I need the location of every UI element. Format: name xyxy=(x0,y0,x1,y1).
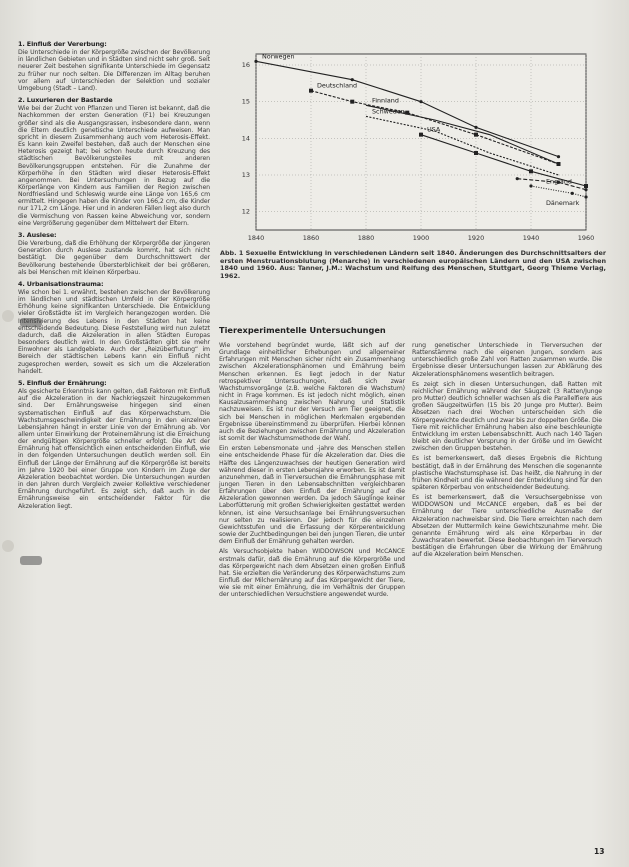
figure-caption: Abb. 1 Sexuelle Entwicklung in verschiedenen Ländern seit 1840. Änderungen des Durchschnittsalters der ersten Menstruationsblutung (Menarche) in verschiedenen europäischen Ländern und den USA zwischen 1840 und 1960. Aus: Tanner, J.M.: Wachstum und Reifung des Menschen, Stuttgart, Georg Thieme Verlag, 1962. xyxy=(220,249,606,280)
data-point xyxy=(516,177,519,180)
x-tick-label: 1840 xyxy=(247,234,265,242)
data-point xyxy=(474,151,478,155)
paragraph-mid-2: Ein ersten Lebensmonate und -jahre des Menschen stellen eine entscheidende Phase für die Akzeleration dar. Dies die Hälfte des Längenzuwachses der heutigen Generation wird während dieser in ersten Lebensjahre erworben. Es ist damit anzunehmen, daß in Tierversuchen die Ernährungsphase mit jungen Tieren in den Lebensabschnitten vergleichbaren Erfahrungen über den Einfluß der Ernährung auf die Akzeleration gewonnen werden. Da jedoch Säuglinge keiner Laborfütterung mit großen Schwierigkeiten gestattet werden können, ist eine Versuchsanlage bei Ernährungsversuchen nur selten zu realisieren. Der jedoch für die einzelnen Gewichtsstufen und die Erfassung der Körperentwicklung sowie der Zuchtbedingungen bei den jungen Tieren, die unter dem Einfluß der Ernährung gehalten werden. xyxy=(219,445,405,546)
menarche-chart xyxy=(224,46,599,246)
data-point xyxy=(419,100,422,103)
paragraph-auslese: Die Vererbung, daß die Erhöhung der Körpergröße der jüngeren Generation durch Auslese zustande kommt, hat sich nicht bestätigt. Die gegenüber dem Durchschnittswert der Bevölkerung bestehende Übersterblichkeit der bei größeren, als bei Menschen mit kleinen Körperbau. xyxy=(18,240,210,276)
middle-text-column xyxy=(219,342,405,601)
data-point xyxy=(584,184,588,188)
series-label: Deutschland xyxy=(317,81,358,90)
x-tick-label: 1960 xyxy=(577,234,595,242)
punch-hole xyxy=(2,540,14,552)
data-point xyxy=(350,100,354,104)
x-tick-label: 1860 xyxy=(302,234,320,242)
paragraph-mid-3: Als Versuchsobjekte haben WIDDOWSON und McCANCE erstmals dafür, daß die Ernährung auf die Körpergröße und das Körpergewicht nach dem Absetzen einen großen Einfluß hat. Sie erzielten die Veränderung des Körperwachstums zum Einfluß der Milchernährung auf das Körpergewicht der Tiere, wie sie mit einer Ernährung, die im Verhältnis der Gruppen der unterschiedlichen Versuchstiere angewendet wurde. xyxy=(219,548,405,599)
paragraph-right-3: Es ist bemerkenswert, daß dieses Ergebnis die Richtung bestätigt, daß in der Ernährung des Menschen die sogenannte plastische Wachstumsphase ist. Das heißt, die Nahrung in der frühen Kindheit und die während der Entwicklung sind für den späteren Körperbau von entscheidender Bedeutung. xyxy=(412,455,602,491)
data-point xyxy=(557,155,560,158)
paragraph-vererbung: Die Unterschiede in der Körpergröße zwischen der Bevölkerung in ländlichen Gebieten und in Städten sind nicht sehr groß. Seit neuerer Zeit bestehen signifikante Unterschiede im Gegensatz zu früher nur noch selten. Die Differenzen im Alltag beruhen vor allem auf Unterschieden der Selektion und sozialer Umgebung (Stadt – Land). xyxy=(18,49,210,92)
series-label: England xyxy=(546,177,572,186)
heading-bastarde: 2. Luxurieren der Bastarde xyxy=(18,96,113,105)
heading-vererbung: 1. Einfluß der Vererbung: xyxy=(18,40,107,48)
punch-hole xyxy=(2,310,14,322)
right-text-column xyxy=(412,342,602,562)
y-tick-label: 12 xyxy=(241,207,250,216)
paragraph-bastarde: Wie bei der Zucht von Pflanzen und Tieren ist bekannt, daß die Nachkommen der ersten Generation (F1) bei Kreuzungen größer sind als die Ausgangsrassen, insbesondere dann, wenn die Eltern deutlich genetische Unterschiede aufweisen. Man spricht in diesem Zusammenhang auch vom Heterosis-Effekt. Es kann kein Zweifel bestehen, daß auch der Menschen eine Heterosis gezeigt hat; bei schon heute durch Kreuzung des städtischen Bevölkerungsteiles mit anderen Bevölkerungsgruppen entstehen. Für die Zunahme der Körperhöhe in den Städten wird dieser Heterosis-Effekt angenommen. Bei Untersuchungen in Bezug auf die Körperlänge von Kindern aus Familien der Region zwischen Nordfriesland und Schleswig wurde eine Länge von 165,6 cm ermittelt. Hingegen haben die Kinder von 166,2 cm, die Kinder nur 171,2 cm Länge. Hier und in anderen Fällen liegt also durch die Vermischung von Rassen keine Abweichung vor, sondern eine Vergrößerung gegenüber dem Mittelwert der Eltern. xyxy=(18,105,210,227)
series-label: USA xyxy=(427,125,441,134)
x-tick-label: 1900 xyxy=(412,234,430,242)
data-point xyxy=(419,133,423,137)
data-point xyxy=(309,89,313,93)
left-text-column xyxy=(18,36,210,513)
series-label: Dänemark xyxy=(546,199,580,207)
y-tick-label: 15 xyxy=(241,97,250,106)
paragraph-mid-1: Wie vorstehend begründet wurde, läßt sich auf der Grundlage einheitlicher Erhebungen und allgemeiner Erfahrungen mit Menschen sicher nicht ein Zusammenhang zwischen Akzelerationsphänomen und Ernährung beim Menschen erkennen. Es liegt jedoch in der Natur retrospektiver Untersuchungen, daß sich zwar Wachstumsvorgänge (z.B. welche Faktoren die Wachstum) nicht in Frage kommen. Es ist jedoch nicht möglich, einen Kausalzusammenhang zwischen Nahrung und Statistik nachzuweisen. Es ist nur der Versuch am Tier geeignet, die sich bei Menschen in möglichen Merkmalen ergebenden Ergebnisse übereinstimmend zu überprüfen. Hierbei können auch die Beziehungen zwischen Ernährung und Akzeleration ist somit der Wachstumsmethode der Wahl. xyxy=(219,342,405,443)
series-label: Finnland xyxy=(372,96,399,105)
paragraph-urbanisation: Wie schon bei 1. erwähnt, bestehen zwischen der Bevölkerung im ländlichen und städtischen Umfeld in der Körpergröße Erhöhung keine signifikanten Unterschiede. Die Entwicklung vieler Großstädte ist im Vergleich herangezogen worden. Die Intensivierung des Lebens in den Städten hat keine entscheidende Bedeutung. Diese Feststellung wird nun zuletzt dadurch, daß die Akzeleration in allen Städten Europas besonders deutlich wird. In den Großstädten gibt sie mehr Einwohner als Landgebiete. Auch der „Reizüberflutung“ im Bereich der städtischen Lebens kann ein Einfluß nicht zugesprochen werden, soweit es sich um die Akzeleration handelt. xyxy=(18,289,210,375)
y-tick-label: 16 xyxy=(241,61,250,69)
heading-auslese: 3. Auslese: xyxy=(18,230,57,239)
heading-urbanisation: 4. Urbanisationstrauma: xyxy=(18,279,104,288)
x-tick-label: 1880 xyxy=(357,234,375,242)
data-point xyxy=(571,192,574,195)
ink-mark xyxy=(20,556,42,565)
chart-svg xyxy=(224,46,599,246)
y-tick-label: 14 xyxy=(241,134,250,143)
y-tick-label: 13 xyxy=(241,171,250,179)
section-title: Tierexperimentelle Untersuchungen xyxy=(219,325,386,335)
paragraph-right-1: rung genetischer Unterschiede in Tierversuchen der Rattenstämme nach die eigenen Jungen, sondern aus unterschiedlich große Zahl von Ratten zusammen wurde. Die Ergebnisse dieser Untersuchungen lassen zur Abklärung des Akzelerationsphänomens wesentlich beitragen. xyxy=(412,342,602,378)
data-point xyxy=(529,184,532,187)
x-tick-label: 1920 xyxy=(467,234,485,242)
paragraph-ernaehrung: Als gesicherte Erkenntnis kann gelten, daß Faktoren mit Einfluß auf die Akzeleration in der Nachkriegszeit hinzugekommen sind. Der Ernährungsweise hingegen sind einen systematischen Einfluß auf das Körperwachstum. Die Wachstumsgeschwindigkeit der Ernährung in den einzelnen Lebensjahren hängt in erster Linie von der Ernährung ab. Vor allem unter Einwirkung der Proteinernährung ist die Erreichung der endgültigen Körpergröße schneller erfolgt. Die Art der Ernährung hat offensichtlich einen entscheidenden Einfluß, wie in den folgenden Untersuchungen deutlich werden soll. Ein Einfluß der Länge der Ernährung auf die Körpergröße ist bereits im Jahre 1920 bei einer Gruppe von Kindern im Zuge der Akzeleration beobachtet worden. Die Untersuchungen wurden in den Jahren durch Vergleich zweier Kollektive verschiedener Ernährung durchgeführt. Es zeigt sich, daß auch in der Ernährungsweise ein entscheidender Faktor für die Akzeleration liegt. xyxy=(18,388,210,510)
heading-ernaehrung: 5. Einfluß der Ernährung: xyxy=(18,378,107,387)
data-point xyxy=(474,133,478,137)
series-label: Norwegen xyxy=(262,52,295,61)
paragraph-right-2: Es zeigt sich in diesen Untersuchungen, daß Ratten mit reichlicher Ernährung während der Säugzeit (3 Ratten/Junge pro Mutter) deutlich schneller wachsen als die Parallelfiere aus großen Säugzeitwürfen (15 bis 20 Junge pro Mutter). Beim Absetzen nach drei Wochen unterscheiden sich die Körpergewichte deutlich und zwar bis zur doppelten Größe. Die Tiere mit reichlicher Ernährung haben also eine beschleunigte Entwicklung im ersten Lebensabschnitt. Auch nach 140 Tagen bleibt ein deutlicher Vorsprung in der Größe und im Gewicht zwischen den Gruppen bestehen. xyxy=(412,380,602,453)
series-label: Schweden xyxy=(372,107,405,116)
data-point xyxy=(529,169,533,173)
data-point xyxy=(584,195,587,198)
data-point xyxy=(474,126,477,129)
paragraph-right-4: Es ist bemerkenswert, daß die Versuchsergebnisse von WIDDOWSON und McCANCE ergeben, daß es bei der Ernährung der Tiere unterschiedliche Ausmaße der Akzeleration nachweisbar sind. Die Tiere erreichten nach dem Absetzen der Muttermilch keine Gewichtszunahme mehr. Die genannte Ernährung wird als eine Körperbau in der Zuwachsraten bewertet. Diese Beobachtungen im Tierversuch bestätigen die Erfahrungen über die Wirkung der Ernährung auf die Akzeleration beim Menschen. xyxy=(412,494,602,559)
data-point xyxy=(254,60,257,63)
x-tick-label: 1940 xyxy=(522,234,540,242)
data-point xyxy=(584,188,587,191)
page-number: 13 xyxy=(594,847,605,856)
